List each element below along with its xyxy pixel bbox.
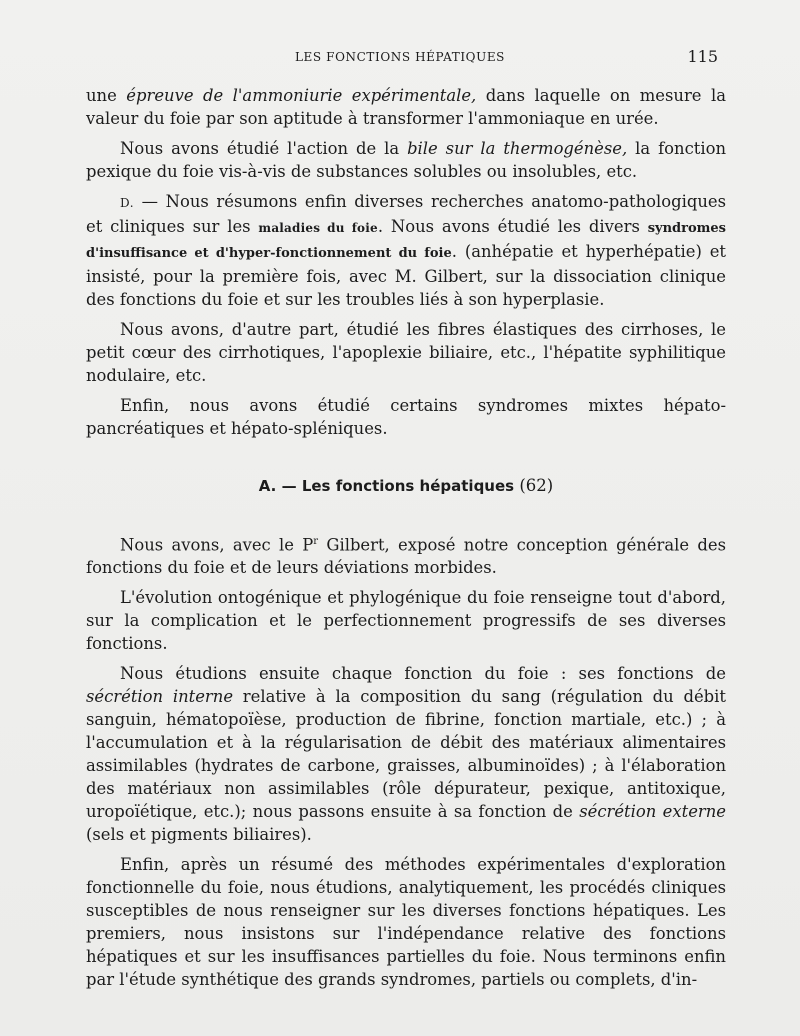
bold-span: maladies du foie xyxy=(258,221,378,235)
text-span: dans laquelle on mesure la valeur du foie par son aptitude à transformer l'ammoniaque en urée. xyxy=(86,86,726,128)
text-span: . Nous avons étudié les divers xyxy=(377,217,648,236)
text-span: Nous avons, avec le P xyxy=(120,535,314,555)
text-span: . (anhépatie et hyperhépatie) et insisté, pour la première fois, avec M. Gilbert, sur la dissociation clinique des fonctions du foie et sur les troubles liés à son hyperplasie. xyxy=(86,242,727,309)
superscript: r xyxy=(313,536,319,547)
text-span: — Nous résumons enfin diverses recherches anatomo-pathologiques et cliniques sur les xyxy=(86,192,726,236)
paragraph: Enfin, après un résumé des méthodes expérimentales d'exploration fonctionnelle du foie, nous étudions, analytiquement, les procédés cliniques susceptibles de nous renseigner sur les diverses fonctions hépatiques. Les premiers, nous insistons sur l'indépendance relative des fonctions hépatiques et sur les insuffisances partielles du foie. Nous terminons enfin par l'étude synthétique des grands syndromes, partiels ou complets, d'in- xyxy=(86,855,726,990)
text-span: Nous étudions ensuite chaque fonction du foie : ses fonctions de xyxy=(120,664,726,684)
paragraph: Nous avons, d'autre part, étudié les fibres élastiques des cirrhoses, le petit cœur des cirrhotiques, l'apoplexie biliaire, etc., l'hépatite syphilitique nodulaire, etc. xyxy=(86,320,726,385)
italic-span: sécrétion externe xyxy=(579,802,726,822)
bold-span: syndromes d'insuffisance et d'hyper-fonctionnement du foie xyxy=(86,221,726,261)
section-title: Les fonctions hépatiques xyxy=(301,477,515,495)
section-dash: — xyxy=(276,477,302,495)
paragraph xyxy=(86,190,726,311)
text-span: Gilbert, exposé notre conception générale des fonctions du foie et de leurs déviations morbides. xyxy=(86,535,726,578)
page-body xyxy=(86,84,726,998)
text-span: Nous avons étudié l'action de la xyxy=(120,139,408,158)
text-span: une xyxy=(86,86,127,105)
section-label: D. xyxy=(120,196,135,210)
running-header: LES FONCTIONS HÉPATIQUES xyxy=(294,50,505,64)
section-reference: (62) xyxy=(514,476,554,495)
text-span: relative à la composition du sang (régulation du débit sanguin, hématopoïèse, production de fibrine, fonction martiale, etc.) ; à l'accumulation et à la régularisation de débit des matériaux alimentaires assimilables (hydrates de carbone, graisses, albuminoïdes) ; à l'élaboration des matériaux non assimilables (rôle dépurateur, pexique, antitoxique, uropoïétique, etc.); nous passons ensuite à sa fonction de xyxy=(86,687,726,822)
italic-span: épreuve de l'ammoniurie expérimentale, xyxy=(126,86,477,105)
section-letter: A. xyxy=(258,477,277,495)
paragraph: L'évolution ontogénique et phylogénique du foie renseigne tout d'abord, sur la complication et le perfectionnement progressifs de ses diverses fonctions. xyxy=(86,588,726,654)
paragraph xyxy=(86,137,726,183)
page-number: 115 xyxy=(687,47,718,66)
italic-span: bile sur la thermogénèse, xyxy=(407,139,628,158)
paragraph: Enfin, nous avons étudié certains syndromes mixtes hépato-pancréatiques et hépato-spléniques. xyxy=(86,396,726,438)
italic-span: sécrétion interne xyxy=(86,687,234,707)
paragraph xyxy=(86,84,726,130)
paragraph xyxy=(86,662,726,846)
text-span: la fonction pexique du foie vis-à-vis de substances solubles ou insolubles, etc. xyxy=(86,139,726,181)
section-heading xyxy=(86,474,726,498)
paragraph xyxy=(86,530,726,579)
text-span: (sels et pigments biliaires). xyxy=(86,825,312,845)
